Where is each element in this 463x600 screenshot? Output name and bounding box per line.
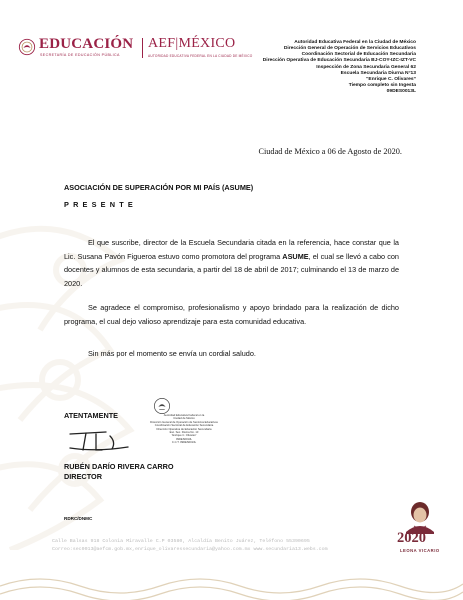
p2-text: Se agradece el compromiso, profesionalismo y apoyo brindado para la realización de dicho programa, el cual dejo valioso aprendizaje para esta comunidad educativa. — [64, 303, 399, 326]
eagle-seal-icon — [18, 38, 36, 56]
paragraph-2 — [64, 301, 399, 328]
addressee: ASOCIACIÓN DE SUPERACIÓN POR MI PAÍS (ASUME) — [64, 183, 254, 192]
reference-initials: RDRC/DNMC — [64, 516, 93, 521]
org-line: Autoridad Educativa Federal en la Ciudad de México — [294, 40, 416, 45]
greeting: PRESENTE — [64, 200, 137, 209]
letter-date: Ciudad de México a 06 de Agosto de 2020. — [258, 147, 402, 156]
stamp-line: Ciudad de México — [173, 417, 195, 421]
footer-ornament — [0, 566, 463, 600]
paragraph-1 — [64, 236, 399, 290]
aef-wordmark: AEF|MÉXICO — [148, 36, 236, 51]
footer-line-1: Calle Balsas 918 Colonia Miravalle C.P 03580, Alcaldía Benito Juárez, Teléfono 55390695 — [52, 539, 310, 544]
org-line: Tiempo completo sin Ingesta — [348, 83, 416, 89]
program-name: ASUME — [282, 251, 309, 261]
stamp-line: Dirección General de Operación de Servicios Educativos — [150, 420, 218, 424]
paragraph-3 — [64, 347, 399, 361]
aef-subtitle: AUTORIDAD EDUCATIVA FEDERAL EN LA CIUDAD DE MÉXICO — [148, 54, 253, 58]
stamp-text — [150, 414, 218, 445]
stamp-line: “Enrique C. Olivares” — [171, 434, 197, 438]
handwritten-signature — [66, 424, 146, 456]
badge-year: 2020 — [397, 530, 426, 546]
signer-name: RUBÉN DARÍO RIVERA CARRO — [64, 462, 174, 471]
badge-name: LEONA VICARIO — [400, 548, 440, 553]
footer-address — [52, 538, 328, 553]
logo-divider — [142, 38, 143, 58]
signer-role: DIRECTOR — [64, 472, 102, 481]
stamp-line: Autoridad Educativa Federal en la — [163, 414, 205, 417]
org-line: “Enrique C. Olivares” — [365, 76, 416, 82]
org-line: 09DES0013L — [386, 89, 416, 95]
org-line: Dirección Operativa de Educación Secundaria BJ-COY-IZC-IZT-VC — [262, 58, 416, 64]
stamp-line: Dirección Operativa de Educación Secundaria — [156, 427, 212, 431]
educacion-wordmark: EDUCACIÓN — [39, 36, 134, 52]
stamp-seal-icon — [153, 397, 171, 415]
p3-text: Sin más por el momento se envía un cordial saludo. — [88, 348, 256, 358]
stamp-line: C.C.T. 09DES0013L — [171, 441, 197, 445]
org-line: Escuela Secundaria Diurna N°13 — [340, 70, 416, 76]
institution-header — [263, 40, 416, 95]
stamp-line: Coordinación Sectorial de Educación Secundaria — [154, 424, 214, 428]
aef-logo — [148, 36, 253, 62]
p1-text: El que suscribe, director de la Escuela Secundaria citada en la referencia, hace constar que la Lic. Susana Pavón Figueroa estuvo como promotora del programa — [64, 238, 399, 261]
educacion-logo — [18, 36, 136, 62]
org-line: Dirección General de Operación de Servicios Educativos — [283, 46, 416, 52]
official-stamp — [148, 397, 218, 463]
footer-line-2: Correo:sec0013@aefcm.gob.mx,enrique_olivaressecundaria@yahoo.com.mx www.secundaria13.webs.com — [52, 546, 328, 552]
letter-body — [64, 236, 399, 371]
org-line: Inspección de Zona Secundaria General 62 — [316, 64, 416, 70]
p1-text-end: , el cual se llevó a cabo con docentes y alumnos de esta secundaria, a partir del 18 de abril de 2017; culminando el 13 de marzo de 2020. — [64, 251, 399, 288]
sep-subtitle: SECRETARÍA DE EDUCACIÓN PÚBLICA — [40, 53, 120, 57]
org-line: Coordinación Sectorial de Educación Secundaria — [301, 52, 416, 58]
closing: ATENTAMENTE — [64, 411, 119, 420]
stamp-line: 09DES0013L — [176, 437, 192, 441]
stamp-line: Esc. Sec. Diurna No. 13 — [169, 431, 199, 435]
